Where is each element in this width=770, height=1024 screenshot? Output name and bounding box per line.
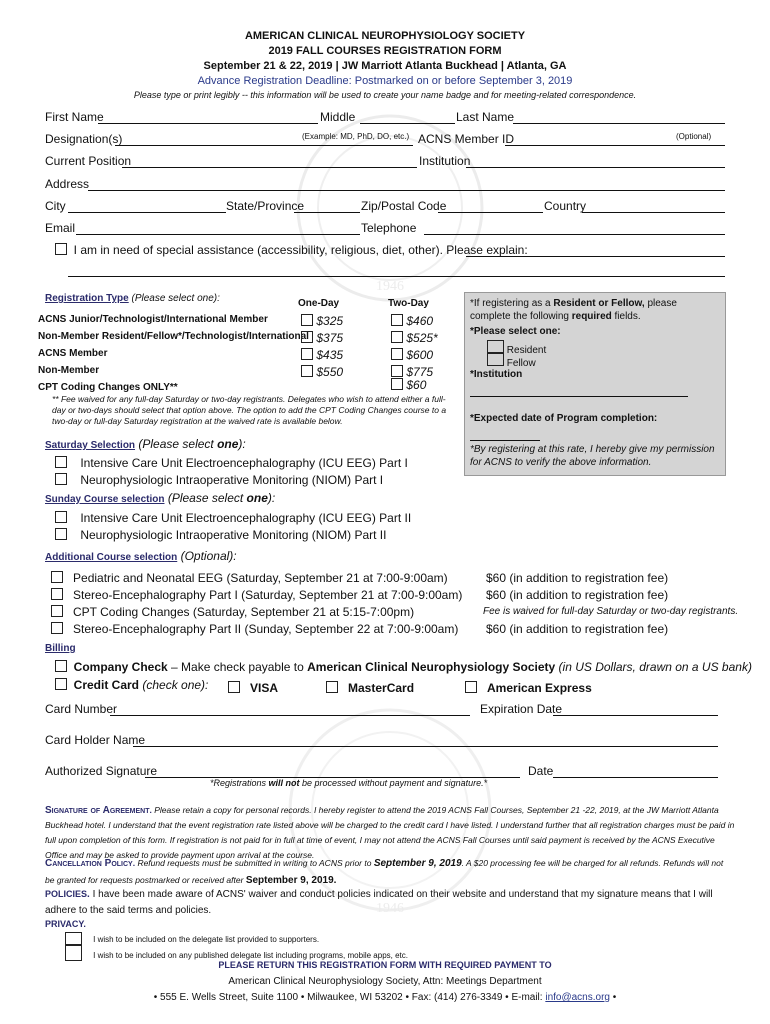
course-checkbox[interactable] [55,473,67,485]
additional-course-option[interactable] [51,622,458,636]
one-day-checkbox[interactable] [301,331,313,343]
two-day-price: $460 [406,314,434,328]
company-check-checkbox[interactable] [55,660,67,672]
completion-label: *Expected date of Program completion: [470,413,658,424]
address-field[interactable] [88,190,725,191]
card-number-label: Card Number [45,702,118,716]
policies-block: POLICIES. I have been made aware of ACNS' waiver and conduct policies indicated on their website and understand that my signature means that I will adhere to the said terms and policies. [45,889,713,916]
instructions: Please type or print legibly -- this information will be used to create your name badge and for meeting-related correspondence. [133,90,637,100]
first-name-label: First Name [45,110,104,124]
privacy-option-1: I wish to be included on the delegate list provided to supporters. [65,932,319,945]
agreement-heading: Signature of Agreement [45,805,150,816]
holder-field[interactable] [133,746,718,747]
resident-institution-field[interactable] [470,396,688,397]
additional-heading [45,549,237,563]
registration-heading-text: Registration Type [45,293,129,304]
additional-course-label: Pediatric and Neonatal EEG (Saturday, September 21 at 7:00-9:00am) [73,571,448,585]
two-day-option[interactable] [391,314,433,328]
two-day-checkbox[interactable] [391,348,403,360]
one-day-price: $550 [316,365,344,379]
registration-row-label: CPT Coding Changes ONLY** [38,382,178,393]
registration-row-label: Non-Member Resident/Fellow*/Technologist/International [38,331,309,342]
policies-text: I have been made aware of ACNS' waiver and conduct policies indicated on their website and understand that my signature means that I will adhere to the said terms and policies. [45,889,713,916]
middle-label: Middle [320,110,356,124]
one-day-header: One-Day [298,298,340,309]
agreement-block: Signature of Agreement. Please retain a copy for personal records. I hereby register to attend the 2019 ACNS Fall Courses, September 21 -22, 2019, at the JW Marriott Atlanta Buckhead hotel. I understand that the event registration rate listed above will be charged to the credit card I have listed. I understand further that all registration charges must be paid in full upon completion of this form. If registration is not paid for in full at time of event, I may not attend the ACNS Fall Courses until said payment is received by the ACNS Executive Office and may be asked to provide payment upon arrival at the course. [45,805,735,860]
special-assistance-field-2[interactable] [68,276,725,277]
country-label: Country [544,199,587,213]
additional-heading-note: (Optional): [180,549,237,563]
seal-year-lower: 1946 [376,901,404,916]
resident-intro: *If registering as a Resident or Fellow, please complete the following required fields. [470,298,677,322]
one-day-option[interactable] [301,348,343,362]
special-assistance [55,243,528,257]
permission-text: *By registering at this rate, I hereby give my permission for ACNS to verify the above information. [470,444,715,468]
two-day-checkbox[interactable] [391,378,403,390]
privacy-checkbox-1[interactable] [65,932,82,945]
two-day-price: $60 [406,378,427,392]
additional-course-fee: $60 (in addition to registration fee) [486,588,669,602]
additional-course-fee: $60 (in addition to registration fee) [486,571,669,585]
holder-label: Card Holder Name [45,733,146,747]
privacy-checkbox-2[interactable] [65,945,82,961]
designation-field[interactable] [115,145,413,146]
one-day-checkbox[interactable] [301,348,313,360]
two-day-price: $775 [406,365,434,379]
mastercard-option[interactable]: MasterCard [326,681,414,695]
address-label: Address [45,177,90,191]
designation-example: (Example: MD, PhD, DO, etc.) [302,132,410,141]
one-day-price: $375 [316,331,344,345]
two-day-price: $600 [406,348,434,362]
course-checkbox[interactable] [55,528,67,540]
privacy-option-2: I wish to be included on any published delegate list including programs, mobile apps, etc. [65,945,408,961]
processing-note: *Registrations will not be processed without payment and signature.* [210,778,488,788]
billing-heading: Billing [45,643,76,654]
course-label: Intensive Care Unit Electroencephalography (ICU EEG) Part I [80,456,408,470]
form-title: 2019 FALL COURSES REGISTRATION FORM [268,45,502,57]
state-label: State/Province [226,199,305,213]
zip-label: Zip/Postal Code [361,199,447,213]
cancellation-block: Cancellation Policy. Refund requests must be submitted in writing to ACNS prior to September 9, 2019. A $20 processing fee will be charged for all refunds. Refunds will not be granted for requests postmarked or received after September 9, 2019. [45,858,724,886]
additional-course-checkbox[interactable] [51,588,63,600]
expiration-field[interactable] [553,715,718,716]
last-name-label: Last Name [456,110,515,124]
one-day-option[interactable] [301,365,343,379]
additional-course-fee: Fee is waived for full-day Saturday or two-day registrants. [483,606,739,617]
expiration-label: Expiration Date [480,702,563,716]
zip-field[interactable] [438,212,543,213]
footer-address: • 555 E. Wells Street, Suite 1100 • Milwaukee, WI 53202 • Fax: (414) 276-3349 • E-mail: info@acns.org • [153,992,617,1003]
date-field[interactable] [553,777,718,778]
telephone-field[interactable] [424,234,725,235]
two-day-price: $525* [406,331,438,345]
course-label: Neurophysiologic Intraoperative Monitoring (NIOM) Part I [80,473,384,487]
event-info: September 21 & 22, 2019 | JW Marriott Atlanta Buckhead | Atlanta, GA [203,60,567,72]
course-label: Intensive Care Unit Electroencephalography (ICU EEG) Part II [80,511,412,525]
credit-card-checkbox[interactable] [55,678,67,690]
email-link[interactable]: info@acns.org [545,992,610,1003]
registration-heading [45,293,220,304]
additional-course-checkbox[interactable] [51,571,63,583]
completion-field[interactable] [470,440,540,441]
registration-row-label: Non-Member [38,365,100,376]
signature-label: Authorized Signature [45,764,158,778]
telephone-label: Telephone [361,221,417,235]
additional-heading-text: Additional Course selection [45,552,178,563]
deadline: Advance Registration Deadline: Postmarked on or before September 3, 2019 [197,75,573,87]
resident-select: *Please select one: [470,326,561,337]
member-id-optional: (Optional) [676,132,712,141]
privacy-heading: PRIVACY. [45,919,86,929]
one-day-option[interactable] [301,331,343,345]
one-day-price: $435 [316,348,344,362]
agreement-text: Please retain a copy for personal records. I hereby register to attend the 2019 ACNS Fall Courses, September 21 -22, 2019, at the JW Marriott Atlanta Buckhead hotel. I understand that the event registration rate listed above will be charged to the credit card I have listed. I understand further that all registration charges must be paid in full upon completion of this form. If registration is not paid for in full at time of event, I may not attend the ACNS Fall Courses until said payment is received by the ACNS Executive Office and may be asked to provide payment upon arrival at the course. [45,805,735,860]
one-day-option[interactable] [301,314,343,328]
member-id-label: ACNS Member ID [418,132,515,146]
state-field[interactable] [294,212,360,213]
fellow-option[interactable] [487,353,536,369]
email-label: Email [45,221,76,235]
course-option[interactable] [55,528,386,542]
additional-course-checkbox[interactable] [51,605,63,617]
registration-heading-note: (Please select one): [131,293,220,304]
sunday-heading-text: Sunday Course selection [45,494,165,505]
course-option[interactable] [55,456,408,470]
member-id-field[interactable] [505,145,725,146]
registration-row-label: ACNS Member [38,348,108,359]
special-assistance-label: I am in need of special assistance (accessibility, religious, diet, other). Please explain: [73,243,528,257]
city-field[interactable] [68,212,226,213]
date-label: Date [528,764,554,778]
seal-year: 1946 [376,279,404,294]
additional-course-label: Stereo-Encephalography Part I (Saturday, September 21 at 7:00-9:00am) [73,588,463,602]
policies-heading: POLICIES [45,889,88,899]
resident-checkbox[interactable] [487,340,504,353]
additional-course-fee: $60 (in addition to registration fee) [486,622,669,636]
course-option[interactable] [55,473,383,487]
company-check-row: Company Check – Make check payable to American Clinical Neurophysiology Society (in US Dollars, drawn on a US bank) [55,660,752,674]
resident-label: Resident [506,345,547,356]
one-day-price: $325 [316,314,344,328]
course-label: Neurophysiologic Intraoperative Monitoring (NIOM) Part II [80,528,387,542]
visa-option[interactable]: VISA [228,681,278,695]
additional-course-label: Stereo-Encephalography Part II (Sunday, September 22 at 7:00-9:00am) [73,622,459,636]
saturday-heading-text: Saturday Selection [45,440,136,451]
two-day-header: Two-Day [388,298,429,309]
institution-field[interactable] [466,167,725,168]
position-label: Current Position [45,154,132,168]
designation-label: Designation(s) [45,132,123,146]
middle-field[interactable] [360,123,455,124]
first-name-field[interactable] [98,123,318,124]
fellow-label: Fellow [506,358,536,369]
additional-course-label: CPT Coding Changes (Saturday, September 21 at 5:15-7:00pm) [73,605,415,619]
two-day-checkbox[interactable] [391,314,403,326]
registration-footnote: ** Fee waived for any full-day Saturday or two-day registrants. Delegates who wish to attend either a full-day or two-days should select that option above. The option to add the CPT Coding Changes course to a two-day or full-day Saturday registration at the waived rate is available below. [52,394,447,426]
course-checkbox[interactable] [55,511,67,523]
two-day-option[interactable] [391,331,438,345]
two-day-option[interactable] [391,348,433,362]
institution-label: Institution [419,154,471,168]
two-day-option[interactable] [391,378,426,392]
credit-card-row: Credit Card (check one): [55,678,208,692]
special-assistance-checkbox[interactable] [55,243,67,255]
additional-course-checkbox[interactable] [51,622,63,634]
country-field[interactable] [582,212,725,213]
additional-course-option[interactable] [51,571,448,585]
fellow-checkbox[interactable] [487,353,504,366]
additional-course-option[interactable] [51,605,414,619]
org-title: AMERICAN CLINICAL NEUROPHYSIOLOGY SOCIETY [244,30,526,42]
two-day-checkbox[interactable] [391,331,403,343]
email-field[interactable] [76,234,360,235]
two-day-option[interactable] [391,365,433,379]
additional-course-option[interactable] [51,588,462,602]
one-day-checkbox[interactable] [301,365,313,377]
special-assistance-field[interactable] [466,256,725,257]
saturday-heading: Saturday Selection (Please select one): [45,437,246,451]
course-checkbox[interactable] [55,456,67,468]
cancellation-heading: Cancellation Policy [45,858,133,869]
two-day-checkbox[interactable] [391,365,403,377]
return-instructions: PLEASE RETURN THIS REGISTRATION FORM WITH REQUIRED PAYMENT TO [218,960,552,970]
one-day-checkbox[interactable] [301,314,313,326]
position-field[interactable] [122,167,417,168]
registration-row-label: ACNS Junior/Technologist/International Member [38,314,268,325]
last-name-field[interactable] [513,123,725,124]
resident-institution-label: *Institution [470,369,523,380]
sunday-heading: Sunday Course selection (Please select one): [45,491,276,505]
course-option[interactable] [55,511,411,525]
footer-org: American Clinical Neurophysiology Society, Attn: Meetings Department [228,976,542,987]
city-label: City [45,199,66,213]
amex-option[interactable]: American Express [465,681,592,695]
card-number-field[interactable] [110,715,470,716]
